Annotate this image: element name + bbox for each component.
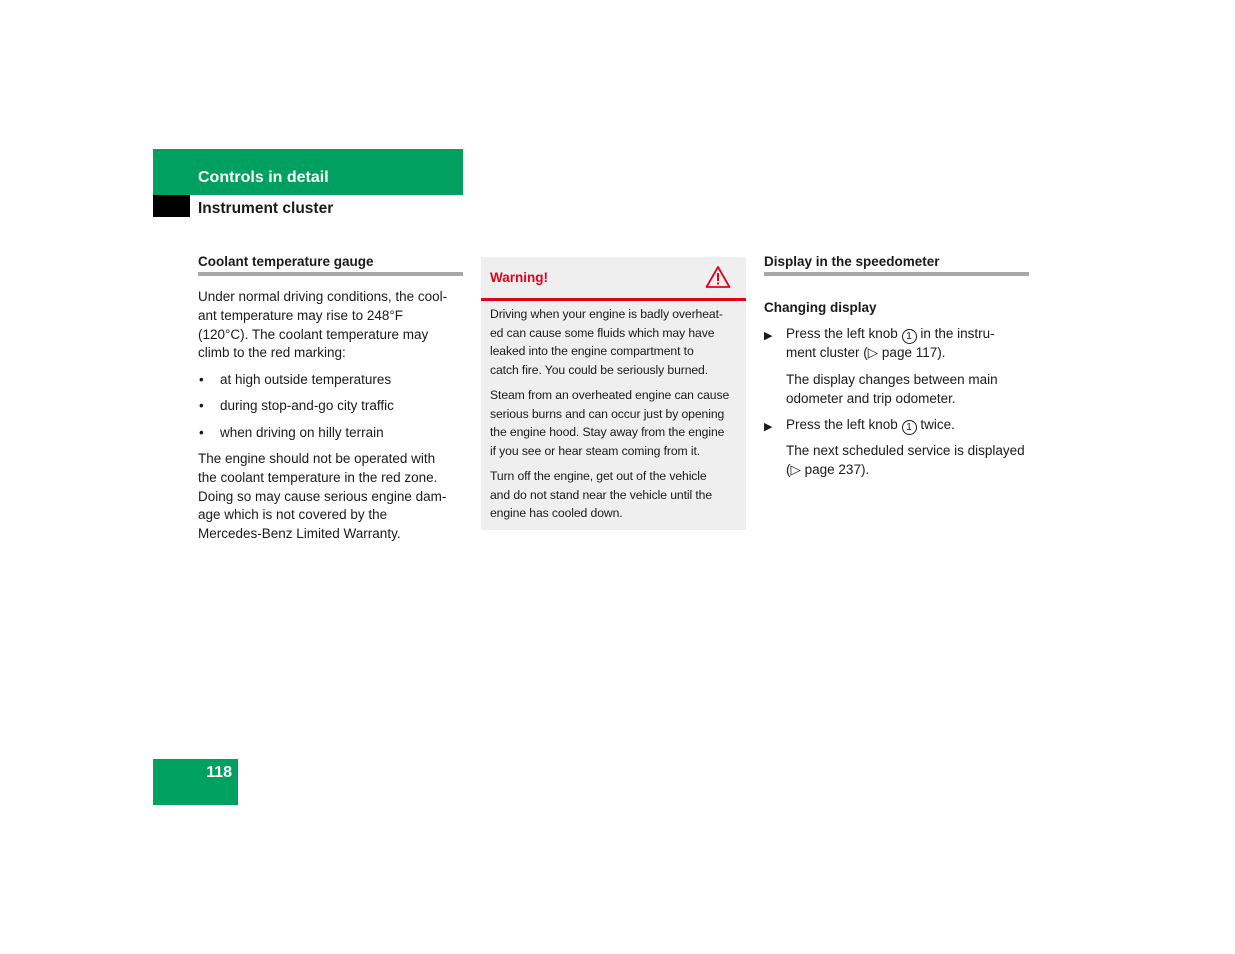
changing-display-subheading: Changing display	[764, 300, 877, 315]
warning-paragraph-1	[490, 305, 742, 380]
text-line: leaked into the engine compartment to	[490, 344, 694, 359]
text-line: and do not stand near the vehicle until the	[490, 487, 713, 502]
conditions-list	[198, 397, 468, 416]
bullet-icon: •	[199, 425, 204, 440]
text-line: serious burns and can occur just by opening	[490, 406, 725, 421]
coolant-gauge-heading: Coolant temperature gauge	[198, 254, 374, 269]
text-line: age which is not covered by the	[198, 507, 388, 523]
section-title: Instrument cluster	[198, 200, 334, 217]
knob-number-icon: 1	[902, 329, 917, 344]
text-line: ment cluster (▷ page 117).	[786, 345, 946, 360]
conditions-list	[198, 371, 468, 390]
page-reference-icon: ▷	[867, 345, 879, 360]
heading-rule	[198, 272, 463, 276]
step-1	[786, 325, 1031, 363]
warning-paragraph-3	[490, 467, 742, 523]
coolant-outro	[198, 450, 473, 544]
text-line: engine has cooled down.	[490, 506, 623, 521]
text-line: climb to the red marking:	[198, 345, 346, 361]
text-line: odometer and trip odometer.	[786, 390, 956, 406]
text-line: The engine should not be operated with	[198, 451, 436, 466]
text-line: Press the left knob 1 in the instru-	[786, 326, 995, 342]
text-line: Mercedes-Benz Limited Warranty.	[198, 526, 401, 542]
warning-triangle-icon	[705, 265, 731, 289]
text-line: Steam from an overheated engine can cause	[490, 388, 730, 402]
step-2	[786, 416, 1031, 435]
page-number: 118	[206, 764, 232, 781]
speedometer-display-heading: Display in the speedometer	[764, 254, 940, 269]
chapter-title: Controls in detail	[198, 169, 329, 186]
list-item: • at high outside temperatures	[198, 371, 468, 390]
text-line: ed can cause some fluids which may have	[490, 325, 715, 340]
text-line: (120°C). The coolant temperature may	[198, 326, 429, 342]
step-marker-icon: ▶	[764, 421, 773, 433]
warning-paragraph-2	[490, 386, 742, 461]
knob-number-icon: 1	[902, 420, 917, 435]
text-line: The display changes between main	[786, 372, 998, 387]
text-line: (▷ page 237).	[786, 461, 870, 477]
bullet-icon: •	[199, 398, 204, 413]
text-line: if you see or hear steam coming from it.	[490, 444, 701, 459]
text-line: Driving when your engine is badly overheat-	[490, 307, 723, 321]
text-line: catch fire. You could be seriously burned.	[490, 363, 709, 378]
list-item: • during stop-and-go city traffic	[198, 397, 468, 416]
text-line: Under normal driving conditions, the cool-	[198, 289, 448, 304]
text-line: the coolant temperature in the red zone.	[198, 469, 438, 485]
coolant-intro	[198, 288, 473, 363]
step-2-result	[786, 442, 1031, 480]
warning-divider	[481, 298, 746, 301]
section-marker	[153, 195, 190, 217]
text-line: Press the left knob 1 twice.	[786, 417, 955, 433]
list-item: • when driving on hilly terrain	[198, 424, 468, 443]
step-marker-icon: ▶	[764, 330, 773, 342]
text-line: ant temperature may rise to 248°F	[198, 307, 403, 323]
warning-label: Warning!	[490, 270, 548, 285]
step-1-result	[786, 371, 1031, 409]
bullet-icon: •	[199, 372, 204, 387]
text-line: Turn off the engine, get out of the vehicle	[490, 469, 707, 483]
heading-rule	[764, 272, 1029, 276]
text-line: The next scheduled service is displayed	[786, 443, 1025, 458]
text-line: the engine hood. Stay away from the engine	[490, 425, 725, 440]
page-reference-icon: ▷	[790, 461, 801, 477]
conditions-list	[198, 424, 468, 443]
text-line: Doing so may cause serious engine dam-	[198, 488, 447, 504]
